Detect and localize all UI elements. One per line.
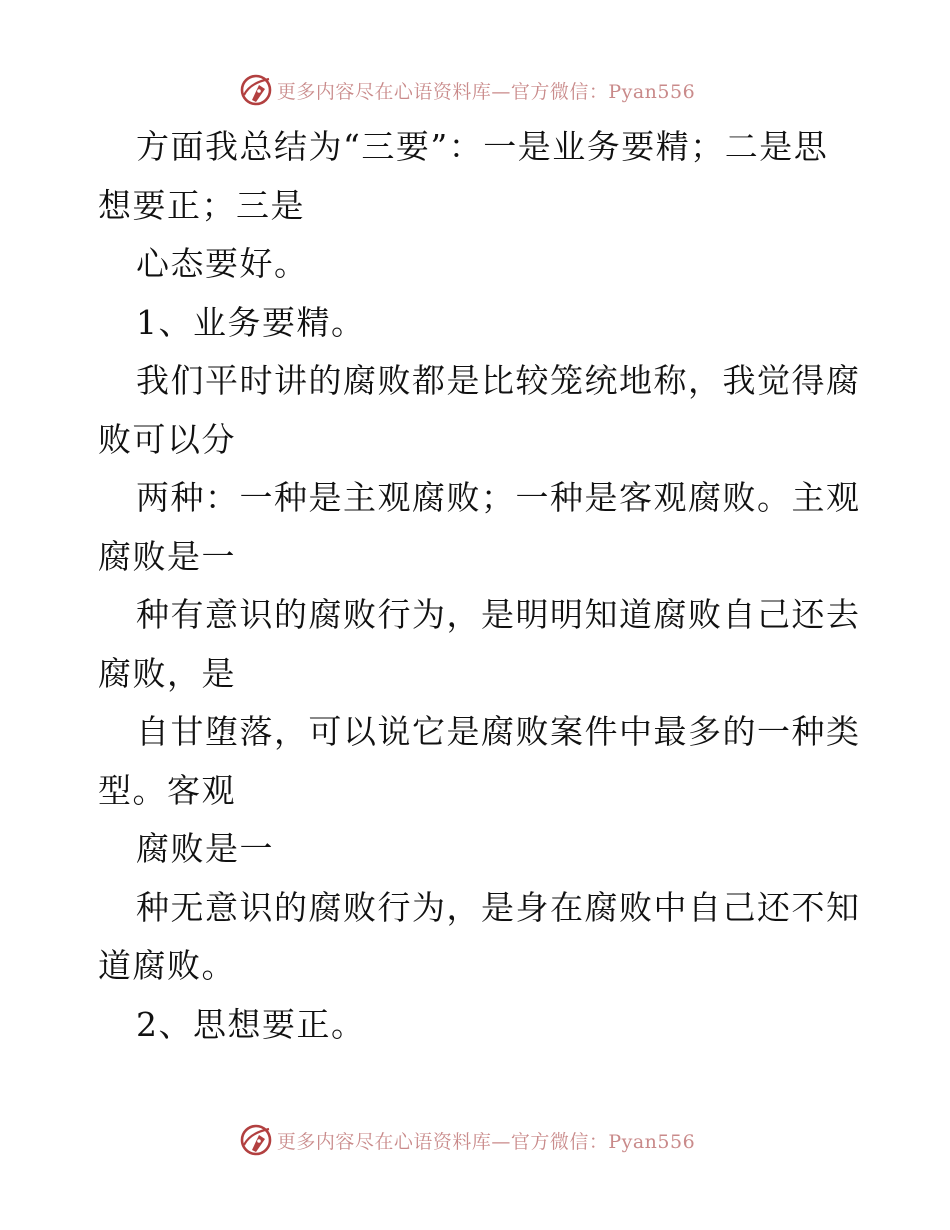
body-line: 我们平时讲的腐败都是比较笼统地称，我觉得腐 bbox=[136, 361, 861, 400]
body-line: 心态要好。 bbox=[136, 244, 309, 283]
footer-banner-inner bbox=[239, 1123, 695, 1157]
body-line: 腐败，是 bbox=[98, 653, 236, 693]
header-banner-text: 更多内容尽在心语资料库—官方微信：Pyan556 bbox=[276, 80, 696, 103]
footer-banner bbox=[0, 1120, 950, 1160]
body-line: 腐败是一 bbox=[136, 829, 274, 868]
body-line: 型。客观 bbox=[98, 770, 236, 810]
section-heading-1: 1、业务要精。 bbox=[136, 302, 366, 342]
body-line: 败可以分 bbox=[98, 419, 236, 459]
body-line: 方面我总结为“三要”：一是业务要精；二是思 bbox=[136, 127, 829, 166]
header-banner-inner bbox=[239, 73, 695, 107]
pen-nib-logo-icon bbox=[239, 1123, 273, 1157]
header-banner bbox=[0, 70, 950, 110]
body-line: 种有意识的腐败行为，是明明知道腐败自己还去 bbox=[136, 595, 861, 634]
body-line: 自甘堕落，可以说它是腐败案件中最多的一种类 bbox=[136, 712, 861, 751]
body-line: 道腐败。 bbox=[98, 946, 236, 985]
section-heading-2: 2、思想要正。 bbox=[136, 1004, 366, 1044]
body-line: 腐败是一 bbox=[98, 536, 236, 576]
document-body bbox=[98, 118, 861, 1054]
pen-nib-logo-icon bbox=[239, 73, 273, 107]
body-line: 想要正；三是 bbox=[98, 185, 305, 225]
body-line: 两种：一种是主观腐败；一种是客观腐败。主观 bbox=[136, 478, 861, 517]
body-line: 种无意识的腐败行为，是身在腐败中自己还不知 bbox=[136, 887, 861, 927]
footer-banner-text: 更多内容尽在心语资料库—官方微信：Pyan556 bbox=[276, 1130, 696, 1153]
